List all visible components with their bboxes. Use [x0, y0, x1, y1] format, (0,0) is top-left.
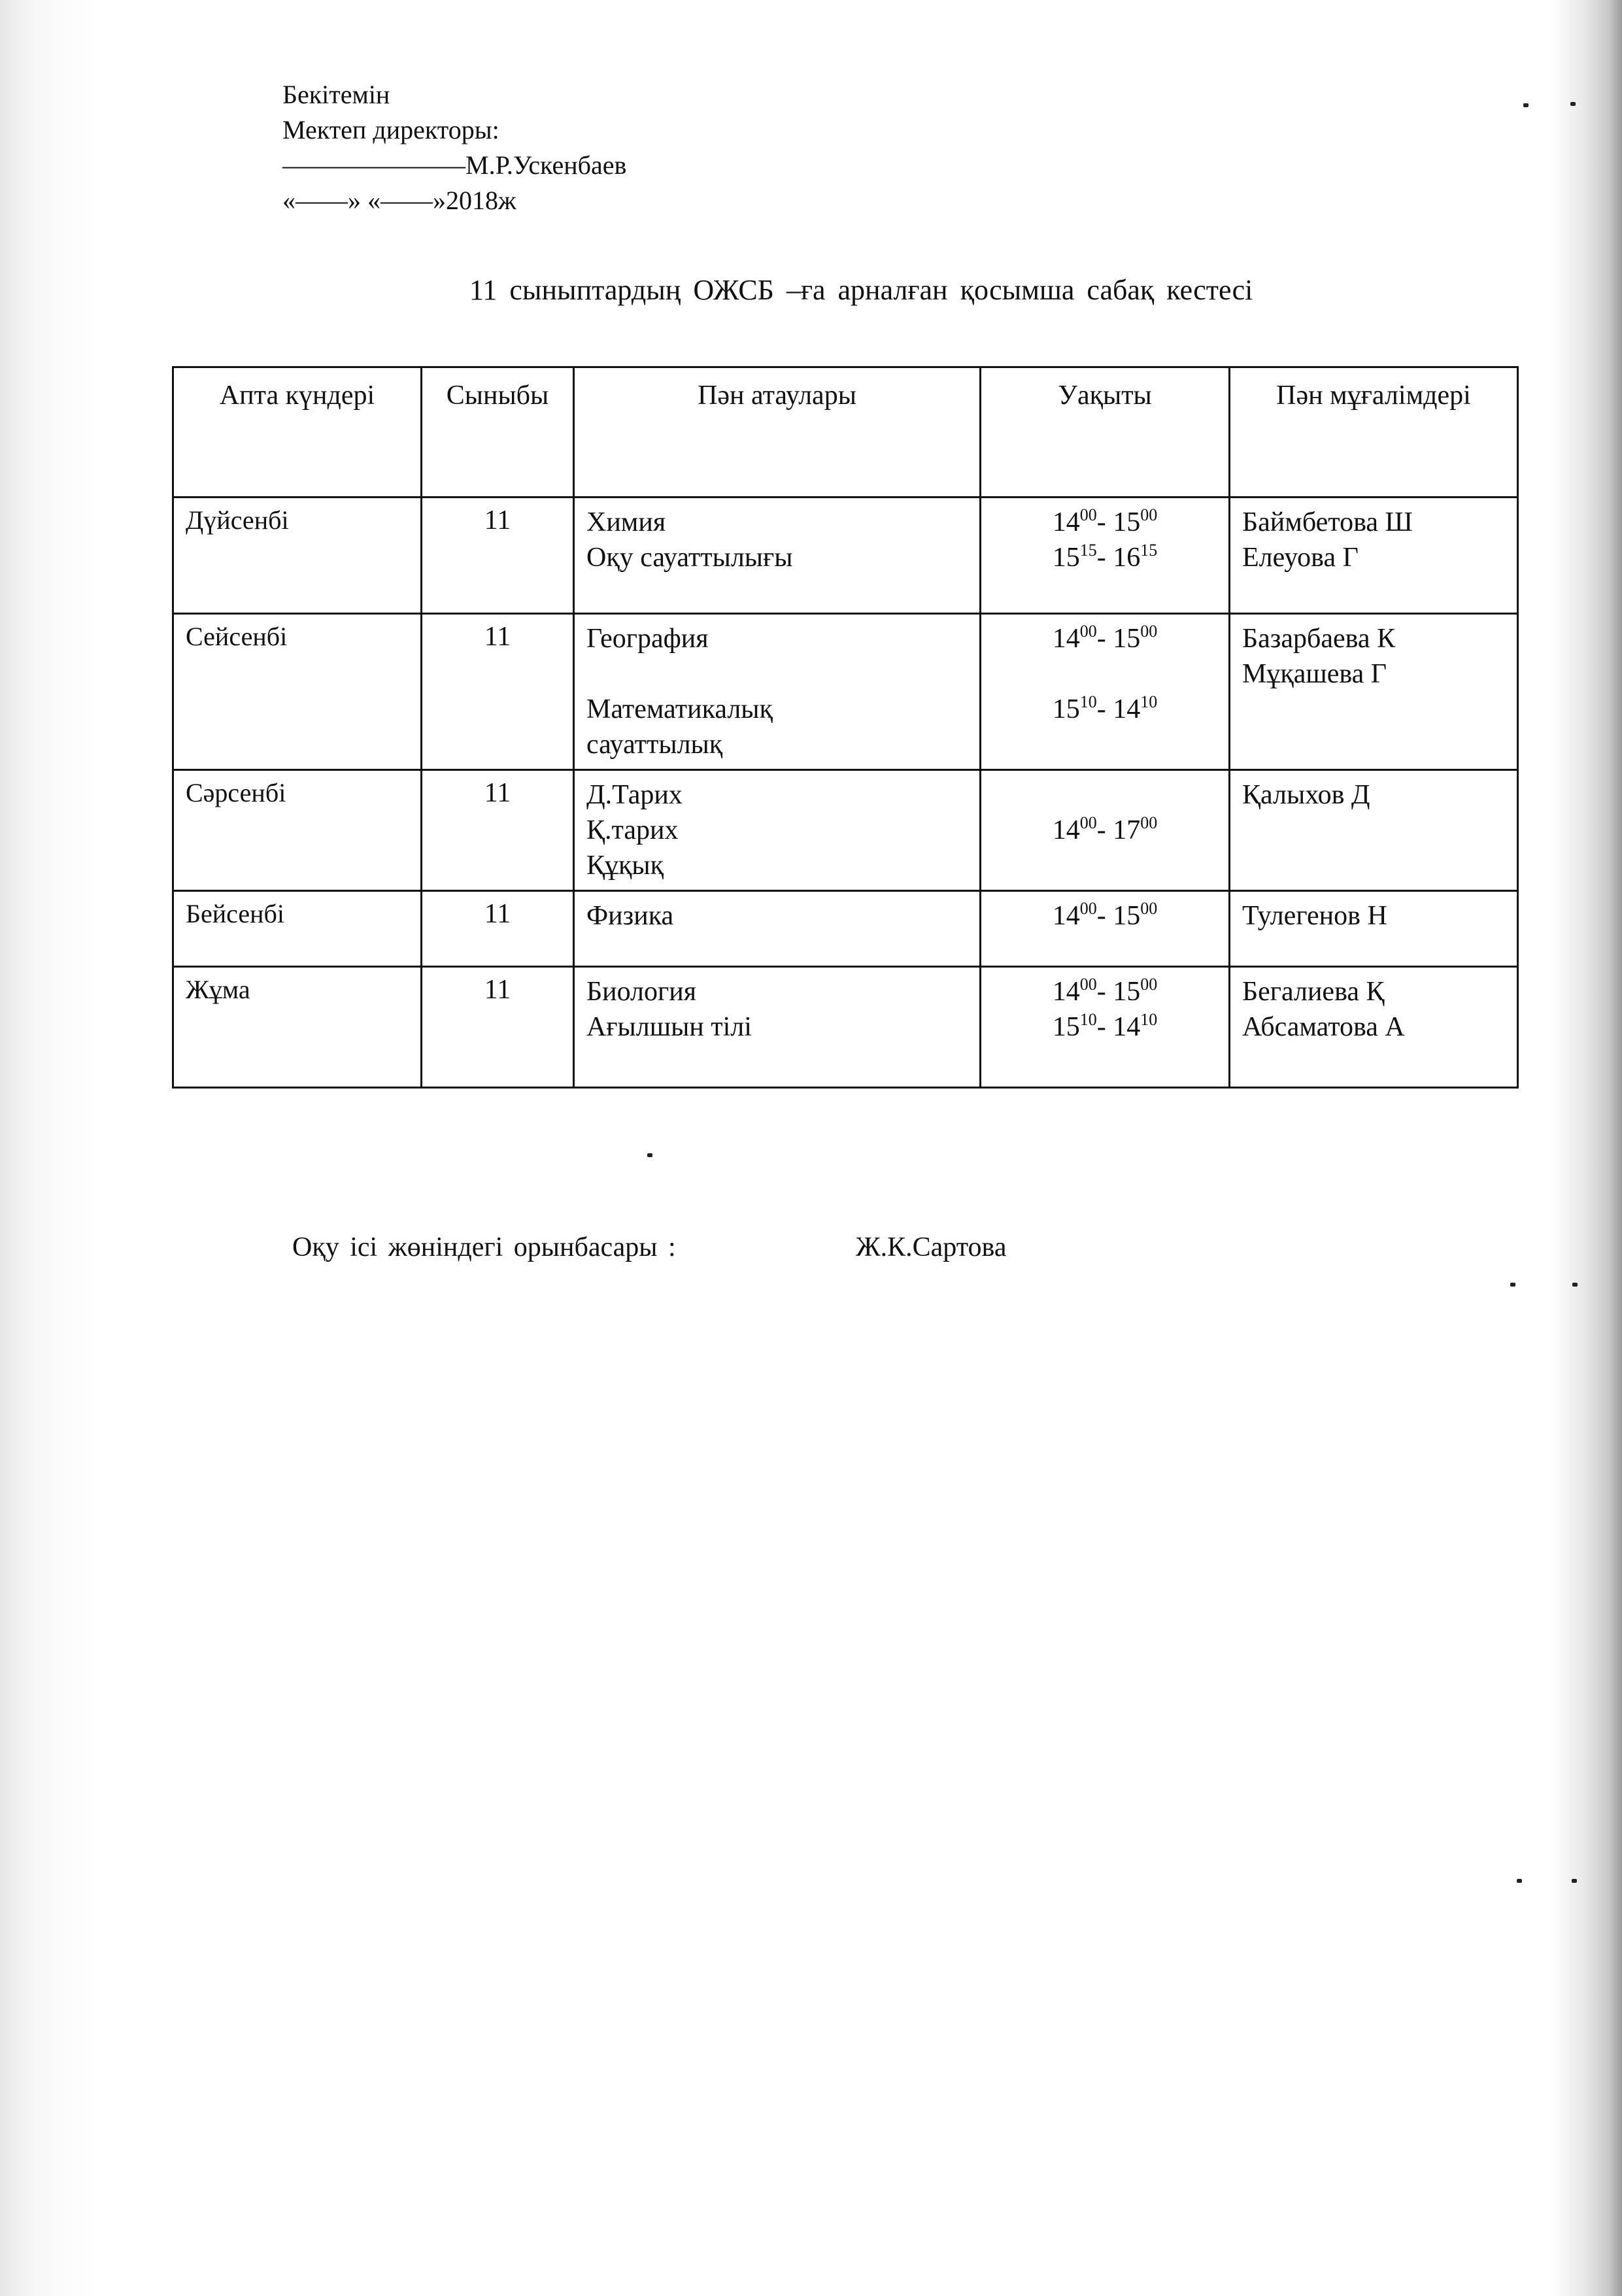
subject-name: Ағылшын тілі [586, 1012, 752, 1042]
scan-speck [1510, 1283, 1515, 1287]
scan-shadow-left [0, 0, 98, 2296]
subject-cell [574, 967, 981, 1088]
teacher-name: Қалыхов Д [1242, 780, 1370, 810]
time-cell [981, 770, 1230, 891]
scan-speck [1570, 102, 1576, 106]
scan-speck [1572, 1879, 1577, 1883]
teacher-name: Абсаматова А [1242, 1012, 1405, 1042]
class-cell: 11 [422, 770, 574, 891]
time-range: $14^{00}-$ $17^{00}$ [1052, 813, 1158, 845]
class-cell: 11 [422, 614, 574, 770]
approval-block [282, 77, 626, 218]
approval-signatory: ———————М.Р.Ускенбаев [282, 150, 627, 180]
time-cell [981, 891, 1230, 967]
approval-position: Мектеп директоры: [282, 115, 499, 144]
scan-speck [1523, 103, 1529, 107]
weekday-cell: Сейсенбі [173, 614, 422, 770]
table-row [173, 498, 1518, 614]
table-row [173, 891, 1518, 967]
teacher-name: Баймбетова Ш [1242, 507, 1413, 537]
approval-date: «——» «——»2018ж [282, 186, 516, 215]
schedule-table [172, 366, 1519, 1089]
teacher-name: Бегалиева Қ [1242, 977, 1385, 1007]
subject-cell [574, 614, 981, 770]
teacher-name: Елеуова Г [1242, 543, 1359, 573]
scan-speck [1517, 1879, 1522, 1883]
table-row [173, 967, 1518, 1088]
subject-name: Қ.тарих [586, 815, 679, 845]
teacher-name: Мұқашева Г [1242, 659, 1387, 689]
time-range: $15^{10}-$ $14^{10}$ [1052, 1010, 1158, 1042]
subject-name: География [586, 624, 709, 654]
time-cell [981, 498, 1230, 614]
header-subject: Пән атаулары [574, 367, 981, 498]
time-cell [981, 967, 1230, 1088]
class-cell: 11 [422, 967, 574, 1088]
subject-cell [574, 891, 981, 967]
subject-name: сауаттылық [586, 730, 723, 760]
subject-name: Химия [586, 507, 666, 537]
subject-name: Оқу сауаттылығы [586, 543, 793, 573]
table-row [173, 770, 1518, 891]
teacher-name: Тулегенов Н [1242, 901, 1387, 931]
time-range: $14^{00}-$ $15^{00}$ [1052, 622, 1158, 654]
scan-speck [1572, 1283, 1578, 1287]
time-range: $15^{15}-$ $16^{15}$ [1052, 541, 1158, 573]
header-teacher: Пән мұғалімдері [1230, 367, 1518, 498]
subject-cell [574, 770, 981, 891]
footer-label: Оқу ісі жөніндегі орынбасары : [292, 1232, 676, 1262]
weekday-cell: Жұма [173, 967, 422, 1088]
time-range: $14^{00}-$ $15^{00}$ [1052, 975, 1158, 1007]
teacher-name: Базарбаева К [1242, 624, 1396, 654]
teacher-cell [1230, 614, 1518, 770]
time-range: $14^{00}-$ $15^{00}$ [1052, 505, 1158, 537]
subject-name: Құқық [586, 851, 664, 881]
approval-title: Бекітемін [282, 80, 390, 109]
weekday-cell: Сәрсенбі [173, 770, 422, 891]
teacher-cell [1230, 891, 1518, 967]
footer-name: Ж.К.Сартова [856, 1232, 1007, 1262]
header-weekday: Апта күндері [173, 367, 422, 498]
footer-signature [292, 1232, 1007, 1263]
scan-speck [647, 1153, 652, 1157]
weekday-cell: Дүйсенбі [173, 498, 422, 614]
scan-shadow-right [1550, 0, 1622, 2296]
header-time: Уақыты [981, 367, 1230, 498]
header-class: Сыныбы [422, 367, 574, 498]
class-cell: 11 [422, 498, 574, 614]
teacher-cell [1230, 498, 1518, 614]
document-title: 11 сыныптардың ОЖСБ –ға арналған қосымша сабақ кестесі [469, 274, 1253, 306]
table-header-row [173, 367, 1518, 498]
subject-name: Биология [586, 977, 697, 1007]
teacher-cell [1230, 770, 1518, 891]
time-range: $14^{00}-$ $15^{00}$ [1052, 899, 1158, 931]
table-row [173, 614, 1518, 770]
subject-name: Физика [586, 901, 674, 931]
subject-cell [574, 498, 981, 614]
class-cell: 11 [422, 891, 574, 967]
time-cell [981, 614, 1230, 770]
time-range: $15^{10}-$ $14^{10}$ [1052, 692, 1158, 724]
weekday-cell: Бейсенбі [173, 891, 422, 967]
teacher-cell [1230, 967, 1518, 1088]
subject-name: Д.Тарих [586, 780, 683, 810]
subject-name: Математикалық [586, 694, 773, 724]
